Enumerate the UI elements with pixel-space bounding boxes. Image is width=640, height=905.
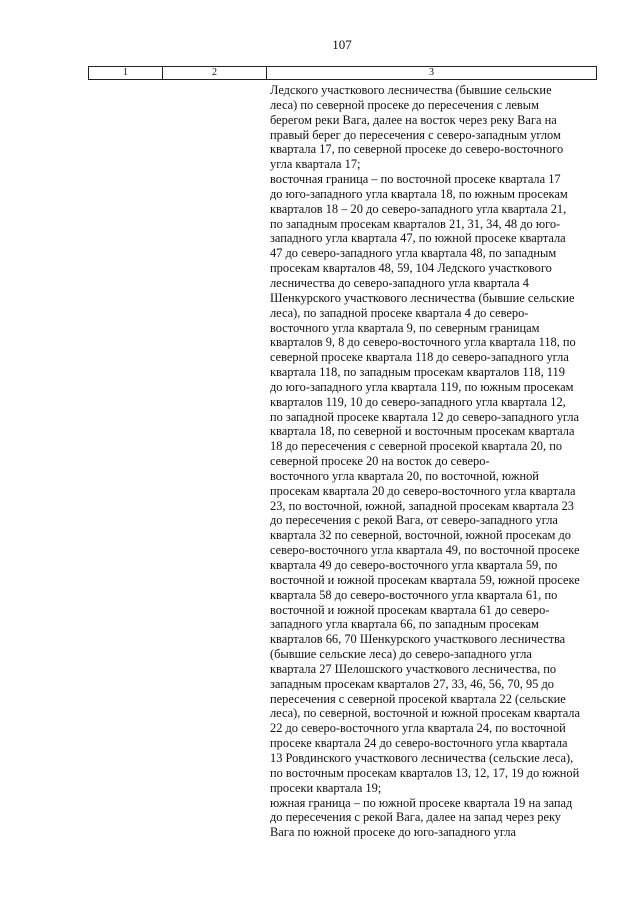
text-line: (бывшие сельские леса) до северо-западного угла: [270, 647, 532, 662]
text-line: кварталов 66, 70 Шенкурского участкового лесничества: [270, 632, 566, 647]
text-line: квартала 118, по западным просекам кварталов 118, 119: [270, 365, 565, 380]
text-line: леса), по западной просеке квартала 4 до северо-: [270, 305, 529, 320]
text-line: кварталов 119, 10 до северо-западного угла квартала 12,: [270, 394, 566, 409]
text-line: Шенкурского участкового лесничества (бывшие сельские: [270, 290, 575, 305]
text-line: до юго-западного угла квартала 18, по южным просекам: [270, 186, 568, 201]
text-line: 18 до пересечения с северной просекой квартала 20, по: [270, 439, 563, 454]
text-line: просеки квартала 19;: [270, 780, 382, 795]
text-line: по западным просекам кварталов 21, 31, 34, 48 до юго-: [270, 216, 561, 231]
text-line: лесничества до северо-западного угла квартала 4: [270, 275, 529, 290]
text-line: леса), по северной, восточной и южной просекам квартала: [270, 706, 580, 721]
text-line: просекам квартала 20 до северо-восточного угла квартала: [270, 483, 576, 498]
text-line: северной просеке квартала 118 до северо-западного угла: [270, 350, 569, 365]
text-line: восточного угла квартала 9, по северным границам: [270, 320, 540, 335]
text-line: восточного угла квартала 20, по восточной, южной: [270, 468, 539, 483]
text-line: западного угла квартала 66, по западным просекам: [270, 617, 539, 632]
text-line: квартала 27 Шелошского участкового лесничества, по: [270, 661, 557, 676]
text-line: 47 до северо-западного угла квартала 48, по западным: [270, 246, 557, 261]
text-line: берегом реки Вага, далее на восток через реку Вага на: [270, 112, 557, 127]
text-line: западным просекам кварталов 27, 33, 46, 56, 70, 95 до: [270, 676, 554, 691]
text-line: северной просеке 20 на восток до северо-: [270, 454, 490, 469]
text-line: угла квартала 17;: [270, 157, 361, 172]
text-line: правый берег до пересечения с северо-западным углом: [270, 127, 561, 142]
text-line: по восточным просекам кварталов 13, 12, 17, 19 до южной: [270, 765, 580, 780]
column-3-text: [270, 83, 596, 840]
text-line: до юго-западного угла квартала 119, по южным просекам: [270, 379, 574, 394]
text-line: пересечения с северной просекой квартала 22 (сельские: [270, 691, 566, 706]
text-line: по западной просеке квартала 12 до северо-западного угла: [270, 409, 580, 424]
text-line: северо-восточного угла квартала 49, по восточной просеке: [270, 543, 580, 558]
text-line: квартала 49 до северо-восточного угла квартала 59, по: [270, 558, 558, 572]
text-line: квартала 58 до северо-восточного угла квартала 61, по: [270, 587, 558, 602]
text-line: до пересечения с рекой Вага, от северо-западного угла: [270, 513, 558, 528]
table-header-cell-3: 3: [429, 67, 434, 78]
text-line: Вага по южной просеке до юго-западного угла: [270, 825, 517, 840]
text-line: 22 до северо-восточного угла квартала 24, по восточной: [270, 721, 566, 736]
text-line: леса) по северной просеке до пересечения с левым: [270, 97, 539, 112]
text-line: до пересечения с рекой Вага, далее на запад через реку: [270, 810, 561, 825]
table-header-cell-1: 1: [89, 67, 163, 79]
text-line: западного угла квартала 47, по южной просеке квартала: [270, 231, 566, 246]
text-line: просеке квартала 24 до северо-восточного угла квартала: [270, 736, 568, 751]
text-line: квартала 32 по северной, восточной, южной просекам до: [270, 528, 571, 543]
text-line: южная граница – по южной просеке квартала 19 на запад: [270, 795, 573, 810]
text-line: кварталов 18 – 20 до северо-западного угла квартала 21,: [270, 201, 567, 216]
text-line: 23, по восточной, южной, западной просекам квартала 23: [270, 498, 575, 513]
text-line: просекам кварталов 48, 59, 104 Ледского участкового: [270, 261, 552, 276]
text-line: квартала 18, по северной и восточным просекам квартала: [270, 424, 575, 439]
text-line: восточной и южной просекам квартала 59, южной просеке: [270, 572, 580, 587]
text-line: квартала 17, по северной просеке до северо-восточного: [270, 142, 564, 157]
text-line: 13 Ровдинского участкового лесничества (сельские леса),: [270, 750, 574, 765]
text-line: восточной и южной просекам квартала 61 до северо-: [270, 602, 550, 617]
text-line: Ледского участкового лесничества (бывшие сельские: [270, 83, 552, 97]
table-header-row: [88, 66, 597, 80]
text-line: восточная граница – по восточной просеке квартала 17: [270, 172, 561, 187]
page-number: 107: [332, 37, 352, 52]
table-header-cell-2: 2: [163, 67, 267, 79]
text-line: кварталов 9, 8 до северо-восточного угла квартала 118, по: [270, 335, 576, 350]
